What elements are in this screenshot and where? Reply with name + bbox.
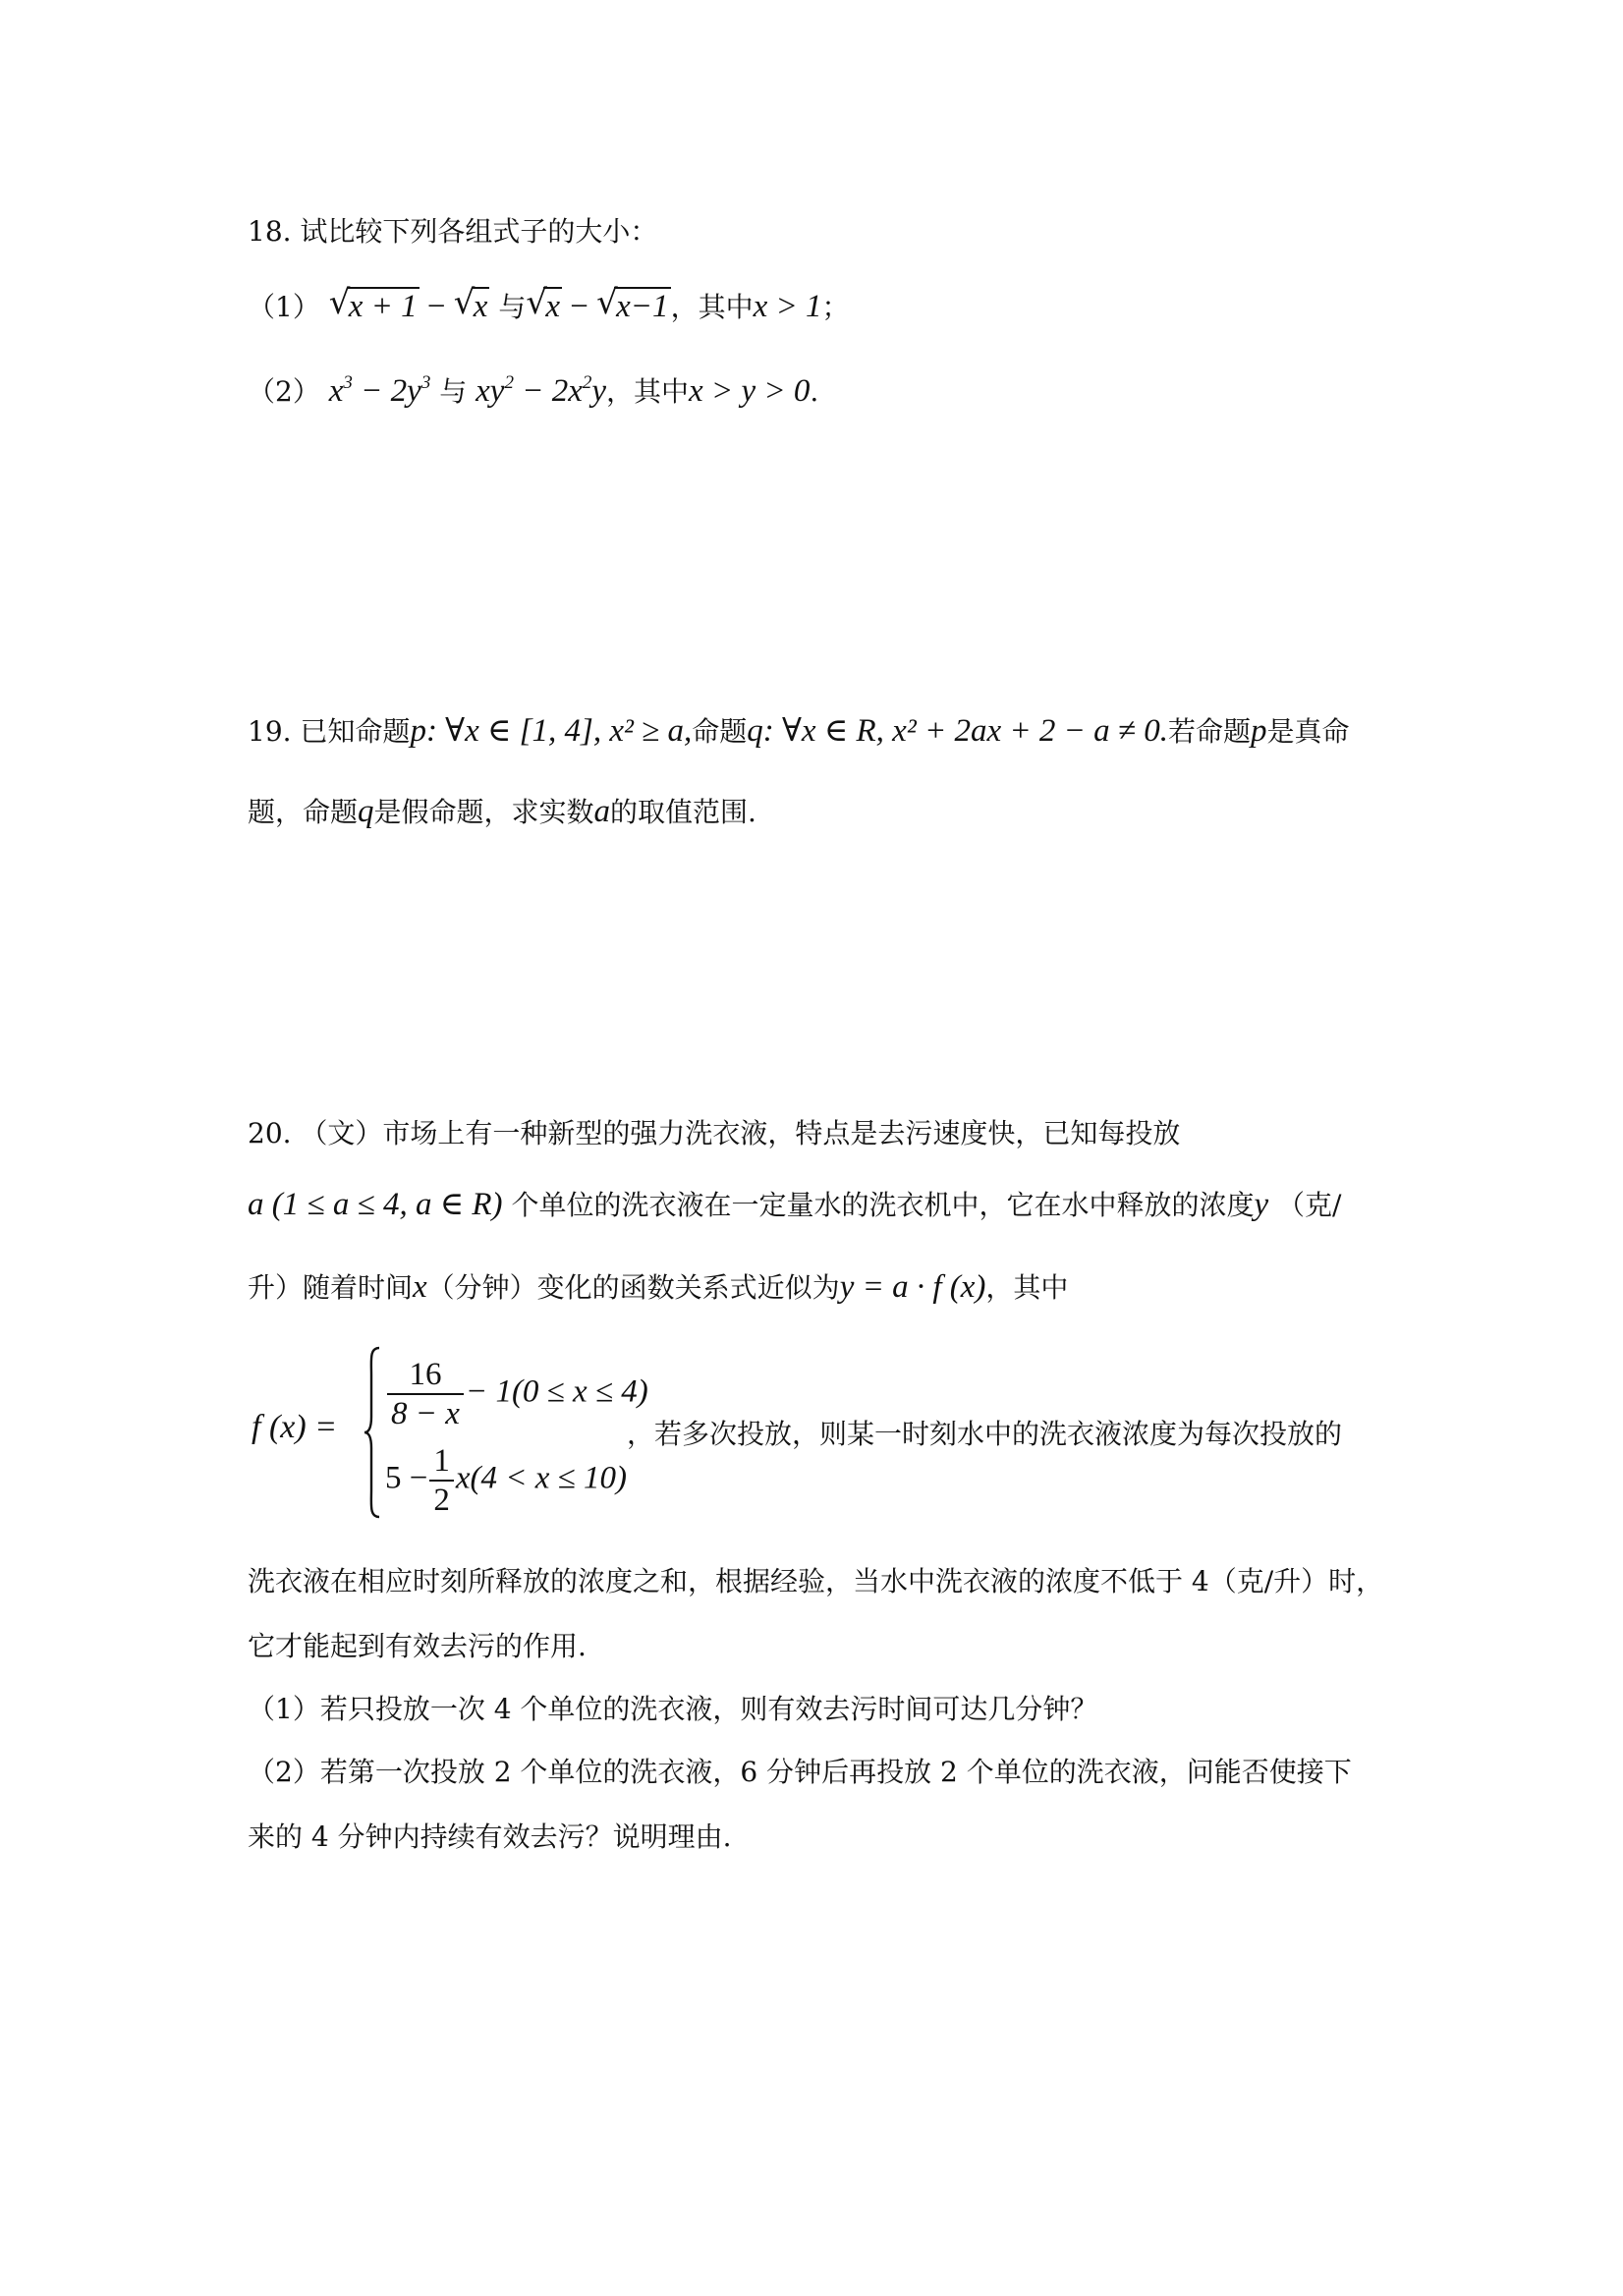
q18-title: 18. 试比较下列各组式子的大小： (248, 215, 658, 248)
piece-row-1: $\frac{16}{8 - x}$ − 1(0 ≤ x ≤ 4) (385, 1356, 648, 1434)
sqrt-x-minus-1: √ x−1 (596, 283, 669, 324)
sqrt-x-plus-1: √ x + 1 (328, 283, 418, 324)
q20-part2-cont: 来的 4 分钟内持续有效去污？说明理由. (248, 1820, 732, 1853)
expr-x3-2y3: $x^3 - 2y^3$ (328, 372, 431, 409)
piece-row-2: 5 − $\frac{1}{2}$ x(4 < x ≤ 10) (385, 1443, 628, 1518)
q18-part2: （2） $x^3 - 2y^3$ 与 $xy^2 - 2x^2y$，其中x > y > 0. (248, 372, 819, 409)
sqrt-x: √ x (453, 283, 488, 324)
sqrt-x-b: √ x (526, 283, 561, 324)
function-lhs: f (x) = (252, 1409, 338, 1445)
q20-line5: 洗衣液在相应时刻所释放的浓度之和，根据经验，当水中洗衣液的浓度不低于 4（克/升）时， (248, 1565, 1384, 1597)
q20-line1: 20. （文）市场上有一种新型的强力洗衣液，特点是去污速度快，已知每投放 (248, 1117, 1181, 1149)
piecewise-function (248, 1344, 1377, 1521)
piecewise-trailing-text: ，若多次投放，则某一时刻水中的洗衣液浓度为每次投放的 (627, 1418, 1343, 1450)
q19-line2: 题，命题q是假命题，求实数a的取值范围. (248, 794, 756, 829)
q20-line2: a (1 ≤ a ≤ 4, a ∈ R) 个单位的洗衣液在一定量水的洗衣机中，它在水中释放的浓度y （克/ (248, 1187, 1342, 1222)
q20-line6: 它才能起到有效去污的作用. (248, 1630, 587, 1662)
q18-part1: （1） √ x + 1 − √ x 与 √ x − √ x−1，其中x > 1； (248, 283, 850, 324)
q20-part2: （2）若第一次投放 2 个单位的洗衣液，6 分钟后再投放 2 个单位的洗衣液，问能否使接下 (248, 1756, 1352, 1788)
q20-part1: （1）若只投放一次 4 个单位的洗衣液，则有效去污时间可达几分钟？ (248, 1693, 1098, 1725)
q19-line1: 19. 已知命题p: ∀x ∈ [1, 4], x² ≥ a,命题q: ∀x ∈ R, x² + 2ax + 2 − a ≠ 0.若命题p是真命 (248, 713, 1350, 749)
fraction-one-half: $\frac{1}{2}$ (429, 1442, 454, 1519)
fraction-16-over-8-minus-x: $\frac{16}{8 - x}$ (387, 1356, 464, 1432)
left-brace (364, 1346, 381, 1519)
expr-xy2-2x2y: $xy^2 - 2x^2y$ (476, 372, 607, 409)
q20-line3: 升）随着时间x（分钟）变化的函数关系式近似为y = a · f (x)，其中 (248, 1269, 1069, 1305)
